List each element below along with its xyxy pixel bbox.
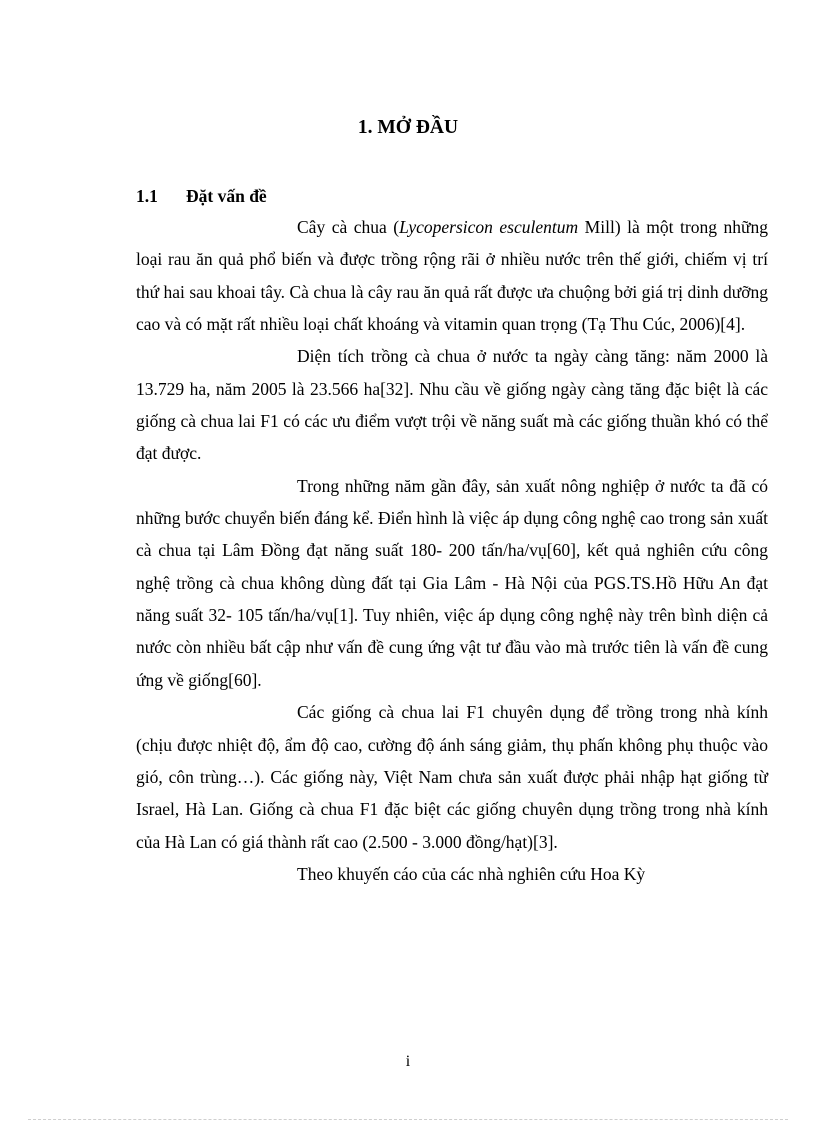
paragraph: Trong những năm gần đây, sản xuất nông nghiệp ở nước ta đã có những bước chuyển biến đáng kể. Điển hình là việc áp dụng công nghệ cao trong sản xuất cà chua tại Lâm Đồng đạt năng suất 180- 200 tấn/ha/vụ[60], kết quả nghiên cứu công nghệ trồng cà chua không dùng đất tại Gia Lâm - Hà Nội của PGS.TS.Hồ Hữu An đạt năng suất 32- 105 tấn/ha/vụ[1]. Tuy nhiên, việc áp dụng công nghệ này trên bình diện cả nước còn nhiều bất cập như vấn đề cung ứng vật tư đầu vào mà trước tiên là vấn đề cung ứng về giống[60].: [136, 475, 768, 690]
paragraph: Theo khuyến cáo của các nhà nghiên cứu Hoa Kỳ: [297, 863, 646, 884]
paragraph-text: Mill) là một trong những loại rau ăn quả phổ biến và được trồng rộng rãi ở nhiều nước trên thế giới, chiếm vị trí thứ hai sau khoai tây. Cà chua là cây rau ăn quả rất được ưa chuộng bởi giá trị dinh dưỡng cao và có mặt rất nhiều loại chất khoáng và vitamin quan trọng (Tạ Thu Cúc, 2006)[4].: [136, 217, 768, 335]
page-number: i: [405, 1053, 411, 1070]
paragraph: Diện tích trồng cà chua ở nước ta ngày càng tăng: năm 2000 là 13.729 ha, năm 2005 là 23.566 ha[32]. Nhu cầu về giống ngày càng tăng đặc biệt là các giống cà chua lai F1 có các ưu điểm vượt trội về năng suất mà các giống thuần khó có thể đạt được.: [136, 346, 768, 464]
species-name: Lycopersicon esculentum: [399, 217, 579, 237]
paragraph-text: Cây cà chua (: [297, 217, 400, 237]
body-text: [136, 211, 768, 890]
page-title: 1. MỞ ĐẦU: [357, 117, 459, 138]
paragraph: Các giống cà chua lai F1 chuyên dụng để trồng trong nhà kính (chịu được nhiệt độ, ẩm độ cao, cường độ ánh sáng giảm, thụ phấn không phụ thuộc vào gió, côn trùng…). Các giống này, Việt Nam chưa sản xuất được phải nhập hạt giống từ Israel, Hà Lan. Giống cà chua F1 đặc biệt các giống chuyên dụng trồng trong nhà kính của Hà Lan có giá thành rất cao (2.500 - 3.000 đồng/hạt)[3].: [136, 702, 768, 852]
section-number: 1.1: [136, 186, 158, 206]
paragraph: [136, 211, 768, 340]
section-heading: [136, 183, 267, 209]
page-border: [28, 1119, 788, 1120]
section-title: Đặt vấn đề: [186, 186, 267, 206]
